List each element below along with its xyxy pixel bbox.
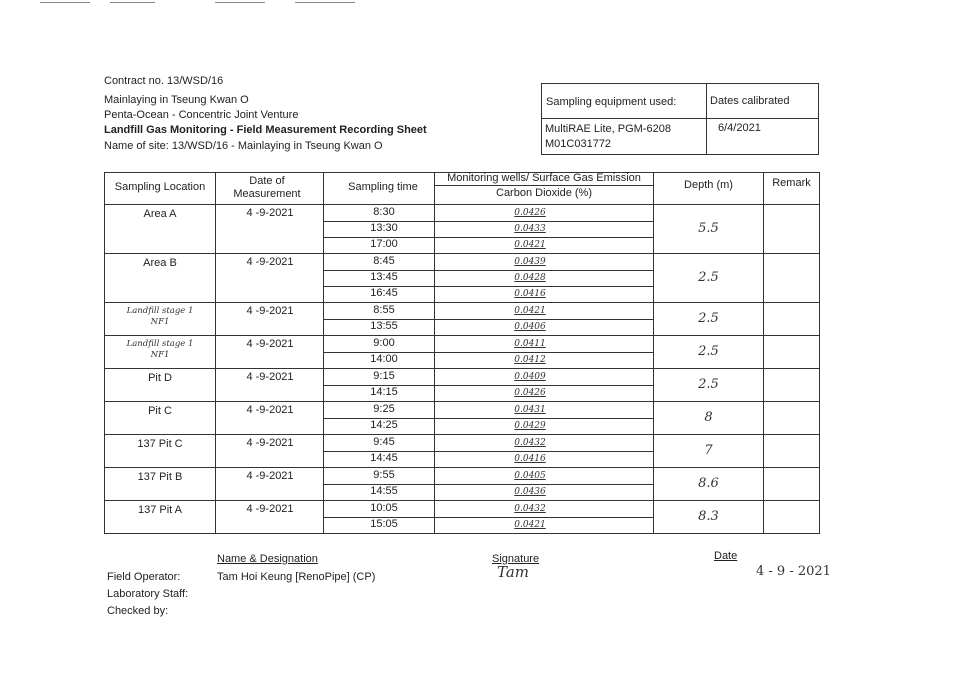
co2-reading: 0.0421 <box>514 306 546 316</box>
sampling-time: 15:05 <box>370 518 398 530</box>
depth-value: 2.5 <box>698 377 719 392</box>
equipment-used-label: Sampling equipment used: <box>546 96 677 108</box>
co2-reading: 0.0436 <box>514 487 546 497</box>
sampling-time: 16:45 <box>370 287 398 299</box>
contract-number: Contract no. 13/WSD/16 <box>104 75 224 87</box>
header-date: Date of Measurement <box>233 175 301 200</box>
sampling-time: 13:45 <box>370 271 398 283</box>
sampling-time: 14:00 <box>370 353 398 365</box>
co2-reading: 0.0429 <box>514 421 546 431</box>
header-monitoring: Monitoring wells/ Surface Gas Emission <box>447 172 641 184</box>
measurement-date: 4 -9-2021 <box>246 437 294 449</box>
group-divider <box>105 434 819 435</box>
column-divider <box>763 173 764 533</box>
co2-reading: 0.0433 <box>514 224 546 234</box>
sampling-time: 8:55 <box>373 304 395 316</box>
column-divider <box>215 173 216 533</box>
scan-artifact <box>40 2 90 3</box>
co2-reading: 0.0412 <box>514 355 546 365</box>
sampling-location: Area A <box>143 208 177 220</box>
co2-reading: 0.0426 <box>514 208 546 218</box>
sampling-time: 9:00 <box>373 337 395 349</box>
scan-artifact <box>215 2 265 3</box>
page-title: Landfill Gas Monitoring - Field Measurement Recording Sheet <box>104 124 427 136</box>
sampling-location: Pit D <box>148 372 172 384</box>
checked-by-label: Checked by: <box>107 605 169 617</box>
depth-value: 2.5 <box>698 344 719 359</box>
measurement-date: 4 -9-2021 <box>246 503 294 515</box>
co2-reading: 0.0431 <box>514 405 546 415</box>
measurement-table <box>104 172 820 534</box>
calibration-date: 6/4/2021 <box>718 122 761 134</box>
sampling-time: 13:55 <box>370 320 398 332</box>
measurement-date: 4 -9-2021 <box>246 207 294 219</box>
equipment-box <box>541 83 819 155</box>
handwritten-signature: Tam <box>497 563 530 581</box>
co2-reading: 0.0439 <box>514 257 546 267</box>
sampling-time: 14:25 <box>370 419 398 431</box>
signature-heading: Signature <box>492 553 540 565</box>
measurement-date: 4 -9-2021 <box>246 256 294 268</box>
lab-staff-label: Laboratory Staff: <box>107 588 189 600</box>
header-co2: Carbon Dioxide (%) <box>496 187 592 199</box>
measurement-date: 4 -9-2021 <box>246 305 294 317</box>
header-sampling-time: Sampling time <box>348 181 418 193</box>
group-divider <box>105 401 819 402</box>
sampling-time: 8:30 <box>373 206 395 218</box>
group-divider <box>105 335 819 336</box>
header-divider <box>105 204 819 205</box>
co2-reading: 0.0411 <box>514 339 546 349</box>
equipment-serial: M01C031772 <box>545 138 612 150</box>
header-depth: Depth (m) <box>684 179 733 191</box>
measurement-date: 4 -9-2021 <box>246 404 294 416</box>
sampling-time: 9:15 <box>373 370 395 382</box>
co2-reading: 0.0421 <box>514 240 546 250</box>
field-operator-label: Field Operator: <box>107 571 181 583</box>
group-divider <box>105 302 819 303</box>
sampling-time: 9:55 <box>373 469 395 481</box>
sampling-time: 9:25 <box>373 403 395 415</box>
depth-value: 8.3 <box>698 509 719 524</box>
co2-reading: 0.0416 <box>514 454 546 464</box>
project-name: Mainlaying in Tseung Kwan O <box>104 94 249 106</box>
sampling-time: 14:55 <box>370 485 398 497</box>
sampling-location: 137 Pit C <box>137 438 183 450</box>
header-remark: Remark <box>772 177 811 189</box>
sampling-time: 14:15 <box>370 386 398 398</box>
measurement-date: 4 -9-2021 <box>246 371 294 383</box>
header-subdivider <box>434 185 653 186</box>
sampling-time: 8:45 <box>373 255 395 267</box>
co2-reading: 0.0409 <box>514 372 546 382</box>
co2-reading: 0.0432 <box>514 504 546 514</box>
site-name: Name of site: 13/WSD/16 - Mainlaying in Tseung Kwan O <box>104 140 383 152</box>
sampling-location: Landfill stage 1 NF1 <box>126 306 194 327</box>
measurement-date: 4 -9-2021 <box>246 338 294 350</box>
sampling-location: 137 Pit B <box>137 471 183 483</box>
sampling-time: 17:00 <box>370 238 398 250</box>
scan-artifact <box>110 2 155 3</box>
group-divider <box>105 368 819 369</box>
group-divider <box>105 253 819 254</box>
sampling-time: 10:05 <box>370 502 398 514</box>
header-sampling-location: Sampling Location <box>114 181 206 193</box>
depth-value: 8 <box>704 410 713 425</box>
depth-value: 2.5 <box>698 270 719 285</box>
sampling-location: Area B <box>143 257 177 269</box>
co2-reading: 0.0405 <box>514 471 546 481</box>
co2-reading: 0.0421 <box>514 520 546 530</box>
column-divider <box>653 173 654 533</box>
date-heading: Date <box>714 550 738 562</box>
co2-reading: 0.0416 <box>514 289 546 299</box>
group-divider <box>105 467 819 468</box>
equipment-model: MultiRAE Lite, PGM-6208 <box>545 123 671 135</box>
depth-value: 8.6 <box>698 476 719 491</box>
co2-reading: 0.0428 <box>514 273 546 283</box>
sampling-location: Pit C <box>148 405 172 417</box>
group-divider <box>105 500 819 501</box>
scan-artifact <box>295 2 355 3</box>
sampling-location: Landfill stage 1 NF1 <box>126 339 194 360</box>
dates-calibrated-label: Dates calibrated <box>710 95 790 107</box>
sampling-location: 137 Pit A <box>137 504 183 516</box>
co2-reading: 0.0406 <box>514 322 546 332</box>
contractor-name: Penta-Ocean - Concentric Joint Venture <box>104 109 299 121</box>
sampling-time: 14:45 <box>370 452 398 464</box>
operator-name: Tam Hoi Keung [RenoPipe] (CP) <box>217 571 376 583</box>
depth-value: 7 <box>704 443 713 458</box>
depth-value: 2.5 <box>698 311 719 326</box>
sampling-time: 13:30 <box>370 222 398 234</box>
co2-reading: 0.0432 <box>514 438 546 448</box>
column-divider <box>323 173 324 533</box>
sampling-time: 9:45 <box>373 436 395 448</box>
co2-reading: 0.0426 <box>514 388 546 398</box>
name-designation-heading: Name & Designation <box>217 553 318 565</box>
depth-value: 5.5 <box>698 221 719 236</box>
signed-date: 4 - 9 - 2021 <box>756 564 831 579</box>
measurement-date: 4 -9-2021 <box>246 470 294 482</box>
